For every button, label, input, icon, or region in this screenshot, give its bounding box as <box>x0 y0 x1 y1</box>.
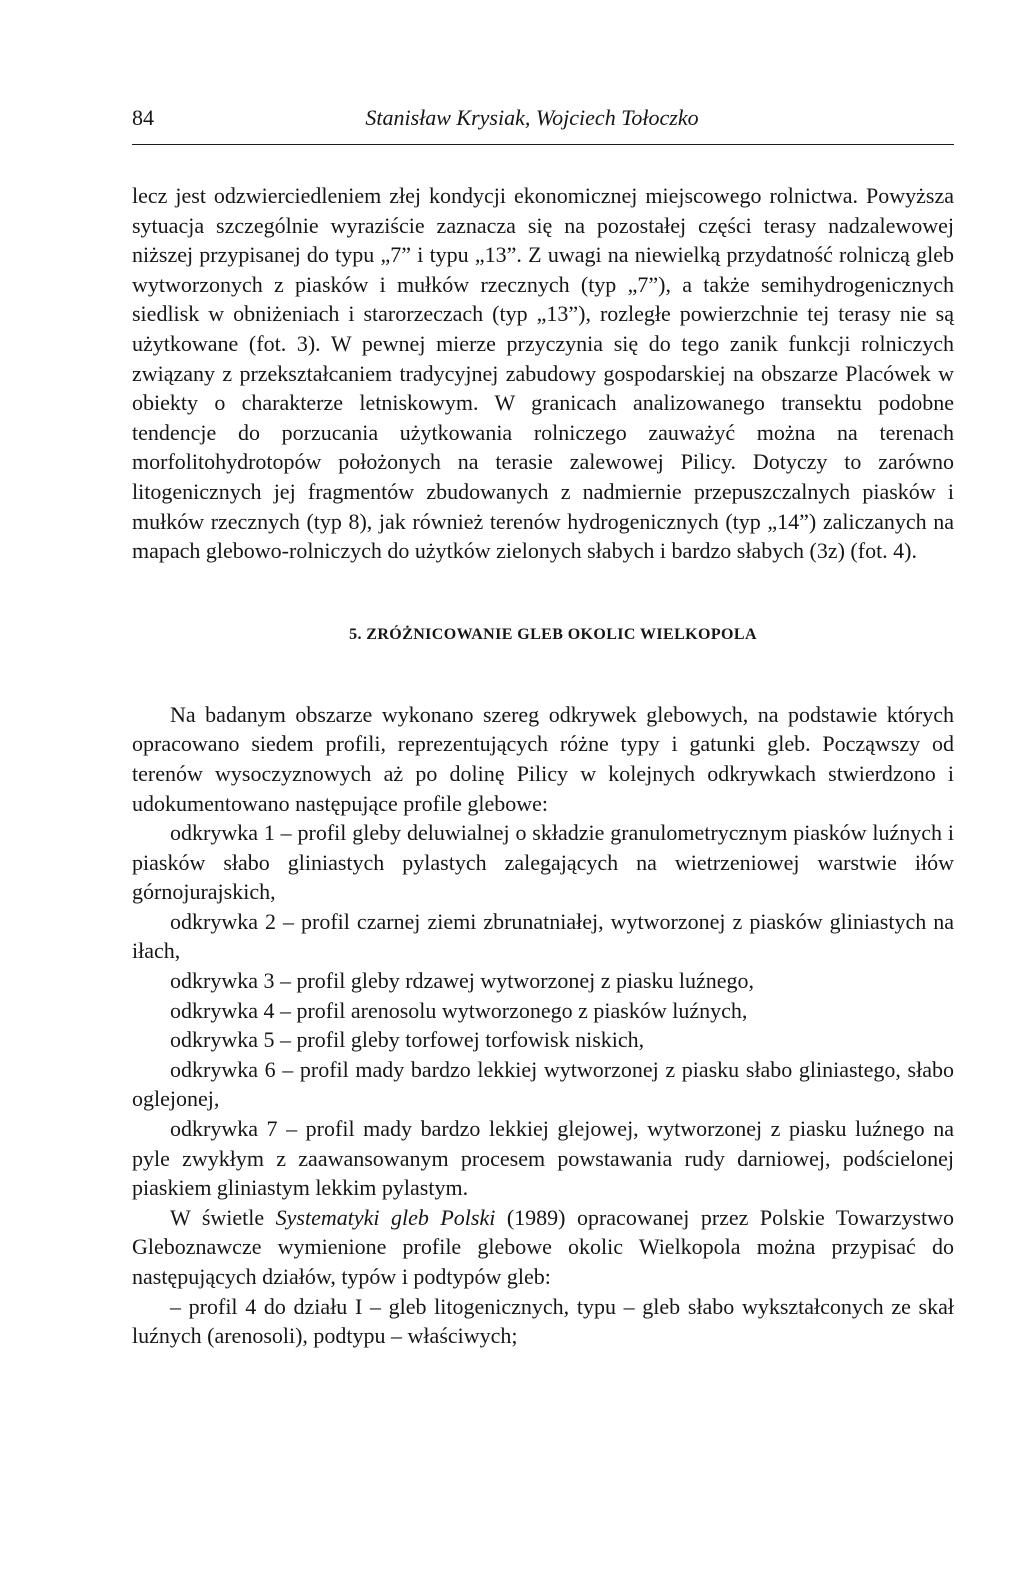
page <box>132 104 954 1351</box>
paragraph-3 <box>132 1203 954 1292</box>
paragraph-1: lecz jest odzwierciedleniem złej kondycji ekonomicznej miejscowego rolnictwa. Powyższa sytuacja szczególnie wyraziście zaznacza się na pozostałej części terasy nadzalewowej niższej przypisanej do typu „7” i typu „13”. Z uwagi na niewielką przydatność rolniczą gleb wytworzonych z piasków i mułków rzecznych (typ „7”), a także semihydrogenicznych siedlisk w obniżeniach i starorzeczach (typ „13”), rozległe powierzchnie tej terasy nie są użytkowane (fot. 3). W pewnej mierze przyczynia się do tego zanik funkcji rolniczych związany z przekształcaniem tradycyjnej zabudowy gospodarskiej na obszarze Placówek w obiekty o charakterze letniskowym. W granicach analizowanego transektu podobne tendencje do porzucania użytkowania rolniczego zauważyć można na terenach morfolitohydrotopów położonych na terasie zalewowej Pilicy. Dotyczy to zarówno litogenicznych jej fragmentów zbudowanych z nadmiernie przepuszczalnych piasków i mułków rzecznych (typ 8), jak również terenów hydrogenicznych (typ „14”) zaliczanych na mapach glebowo-rolniczych do użytków zielonych słabych i bardzo słabych (3z) (fot. 4). <box>132 183 954 564</box>
paragraph-4: – profil 4 do działu I – gleb litogenicznych, typu – gleb słabo wykształconych ze skał luźnych (arenosoli), podtypu – właściwych; <box>132 1293 954 1349</box>
running-head: Stanisław Krysiak, Wojciech Tołoczko <box>365 105 699 130</box>
paragraph-3-rest: (1989) opracowanej przez Polskie Towarzystwo Gleboznawcze wymienione profile glebowe okolic Wielkopola można przypisać do następujących działów, typów i podtypów gleb: <box>132 1204 955 1289</box>
section-heading: 5. ZRÓŻNICOWANIE GLEB OKOLIC WIELKOPOLA <box>349 625 757 643</box>
profile-item-5: odkrywka 5 – profil gleby torfowej torfowisk niskich, <box>170 1027 645 1053</box>
profile-item-4: odkrywka 4 – profil arenosolu wytworzonego z piasków luźnych, <box>170 997 748 1023</box>
profile-item-6: odkrywka 6 – profil mady bardzo lekkiej wytworzonej z piasku słabo gliniastego, słabo oglejonej, <box>132 1056 954 1112</box>
profile-item-2: odkrywka 2 – profil czarnej ziemi zbrunatniałej, wytworzonej z piasków gliniastych na iłach, <box>132 908 954 964</box>
paragraph-2: Na badanym obszarze wykonano szereg odkrywek glebowych, na podstawie których opracowano siedem profili, reprezentujących różne typy i gatunki gleb. Począwszy od terenów wysoczyznowych aż po dolinę Pilicy w kolejnych odkrywkach stwierdzono i udokumentowano następujące profile glebowe: <box>132 701 954 816</box>
profile-item-1: odkrywka 1 – profil gleby deluwialnej o składzie granulometrycznym piasków luźnych i piasków słabo gliniastych pylastych zalegających na wietrzeniowej warstwie iłów górnojurajskich, <box>132 820 954 905</box>
body-text <box>132 181 954 1351</box>
paragraph-3-lead: W świetle <box>170 1204 276 1230</box>
profile-item-7: odkrywka 7 – profil mady bardzo lekkiej glejowej, wytworzonej z piasku luźnego na pyle zwykłym z zaawansowanym procesem powstawania rudy darniowej, podścielonej piaskiem gliniastym lekkim pylastym. <box>132 1116 954 1201</box>
profile-item-3: odkrywka 3 – profil gleby rdzawej wytworzonej z piasku luźnego, <box>170 968 755 994</box>
page-number: 84 <box>132 105 154 130</box>
cited-title: Systematyki gleb Polski <box>275 1204 496 1230</box>
page-header <box>132 104 954 145</box>
